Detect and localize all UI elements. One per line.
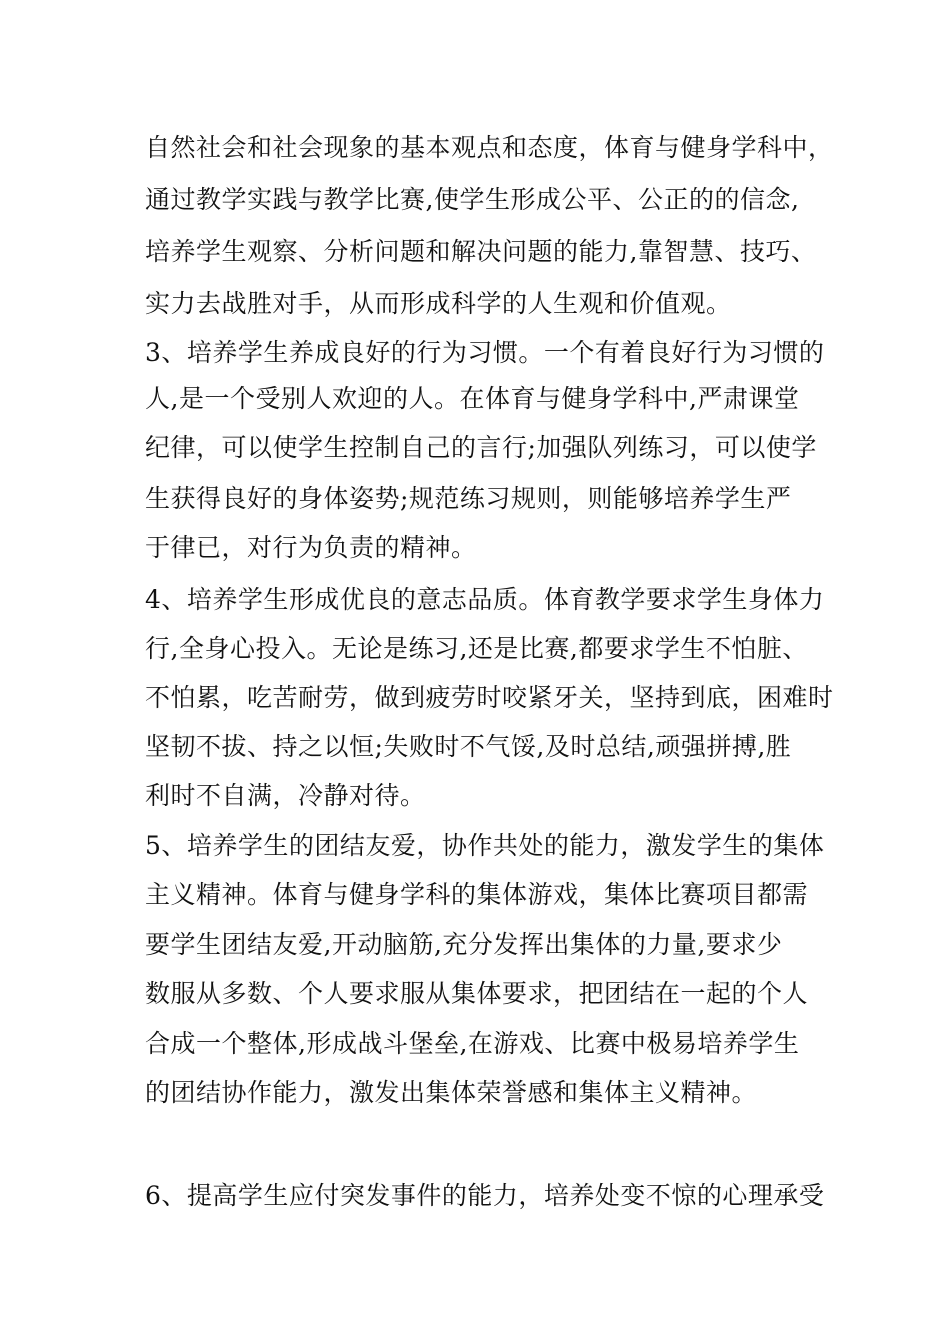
text-line: 不怕累，吃苦耐劳，做到疲劳时咬紧牙关，坚持到底，困难时 — [145, 683, 834, 712]
text-line: 6、提高学生应付突发事件的能力，培养处变不惊的心理承受 — [145, 1181, 825, 1210]
text-line: 数服从多数、个人要求服从集体要求，把团结在一起的个人 — [145, 979, 809, 1008]
text-line: 纪律，可以使学生控制自己的言行;加强队列练习，可以使学 — [145, 433, 817, 462]
text-line: 坚韧不拔、持之以恒;失败时不气馁,及时总结,顽强拼搏,胜 — [145, 732, 792, 761]
text-line: 实力去战胜对手，从而形成科学的人生观和价值观。 — [145, 289, 732, 318]
text-line: 行,全身心投入。无论是练习,还是比赛,都要求学生不怕脏、 — [145, 634, 808, 663]
text-line: 3、培养学生养成良好的行为习惯。一个有着良好行为习惯的 — [145, 338, 825, 367]
text-line: 要学生团结友爱,开动脑筋,充分发挥出集体的力量,要求少 — [145, 930, 783, 959]
text-line: 生获得良好的身体姿势;规范练习规则，则能够培养学生严 — [145, 484, 792, 513]
text-line: 的团结协作能力，激发出集体荣誉感和集体主义精神。 — [145, 1078, 758, 1107]
text-line: 4、培养学生形成优良的意志品质。体育教学要求学生身体力 — [145, 585, 825, 614]
text-line: 5、培养学生的团结友爱，协作共处的能力，激发学生的集体 — [145, 831, 825, 860]
text-line: 于律已，对行为负责的精神。 — [145, 533, 477, 562]
text-line: 合成一个整体,形成战斗堡垒,在游戏、比赛中极易培养学生 — [145, 1029, 800, 1058]
text-line: 人,是一个受别人欢迎的人。在体育与健身学科中,严肃课堂 — [145, 384, 800, 413]
text-line: 培养学生观察、分析问题和解决问题的能力,靠智慧、技巧、 — [145, 237, 817, 266]
text-line: 自然社会和社会现象的基本观点和态度，体育与健身学科中， — [145, 133, 834, 162]
text-line: 通过教学实践与教学比赛,使学生形成公平、公正的的信念, — [145, 185, 800, 214]
text-line: 主义精神。体育与健身学科的集体游戏，集体比赛项目都需 — [145, 880, 809, 909]
text-line: 利时不自满，冷静对待。 — [145, 781, 426, 810]
